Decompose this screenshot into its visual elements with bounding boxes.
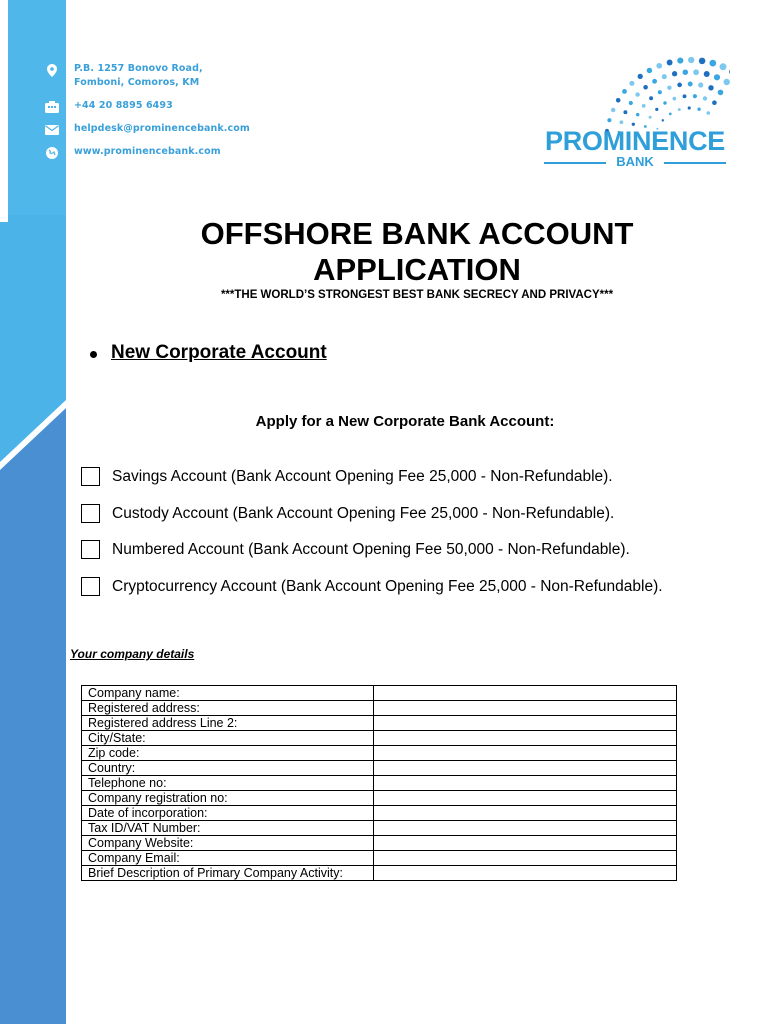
- table-row: [82, 701, 677, 716]
- table-row: [82, 821, 677, 836]
- logo-dot: [688, 82, 693, 87]
- field-input[interactable]: [374, 701, 677, 716]
- account-option-numbered[interactable]: [81, 540, 630, 559]
- account-option-custody[interactable]: [81, 504, 614, 523]
- field-input[interactable]: [374, 716, 677, 731]
- logo-dot: [636, 113, 640, 117]
- logo-dot: [708, 85, 713, 90]
- logo-dot: [720, 63, 727, 70]
- logo-dot: [709, 60, 716, 67]
- field-input[interactable]: [374, 776, 677, 791]
- logo-dot: [623, 110, 627, 114]
- logo-dot: [616, 98, 621, 103]
- phone-icon: [42, 99, 62, 115]
- field-label: Registered address Line 2:: [82, 716, 374, 731]
- logo-name: PROMINENCE: [544, 126, 725, 156]
- logo-dot: [672, 71, 677, 76]
- address-line-2: Fomboni, Comoros, KM: [74, 77, 200, 88]
- logo-dot: [643, 85, 648, 90]
- logo-dot: [704, 71, 710, 77]
- contact-address: [42, 62, 203, 90]
- section-heading-text: New Corporate Account: [111, 342, 327, 363]
- apply-heading: Apply for a New Corporate Bank Account:: [255, 413, 555, 430]
- logo-dot: [647, 68, 652, 73]
- envelope-icon: [42, 122, 62, 138]
- logo-dot: [683, 94, 687, 98]
- logo-dot: [688, 106, 691, 109]
- checkbox[interactable]: [81, 504, 100, 523]
- field-label: Company registration no:: [82, 791, 374, 806]
- field-label: Brief Description of Primary Company Activity:: [82, 866, 374, 881]
- logo-dot: [635, 92, 639, 96]
- contact-email: [42, 122, 250, 138]
- table-row: [82, 686, 677, 701]
- account-option-cryptocurrency[interactable]: [81, 577, 663, 596]
- logo-dot: [677, 83, 682, 88]
- logo-dot: [729, 68, 730, 75]
- contact-phone: [42, 99, 173, 115]
- field-input[interactable]: [374, 821, 677, 836]
- logo-rule-right: [664, 162, 726, 164]
- company-details-heading: Your company details: [70, 647, 195, 661]
- field-label: Company name:: [82, 686, 374, 701]
- logo-dot: [611, 108, 615, 112]
- table-row: [82, 746, 677, 761]
- logo-dot: [712, 100, 717, 105]
- logo-dot: [677, 58, 683, 64]
- logo-dot: [693, 94, 697, 98]
- table-row: [82, 806, 677, 821]
- logo-dot: [655, 108, 658, 111]
- table-row: [82, 761, 677, 776]
- logo-dot: [724, 79, 730, 85]
- field-label: Company Website:: [82, 836, 374, 851]
- field-label: City/State:: [82, 731, 374, 746]
- logo-dot: [662, 119, 664, 121]
- account-option-savings[interactable]: [81, 467, 613, 486]
- account-option-label: Savings Account (Bank Account Opening Fee 25,000 - Non-Refundable).: [112, 467, 613, 485]
- account-option-label: Custody Account (Bank Account Opening Fee 25,000 - Non-Refundable).: [112, 504, 615, 522]
- section-heading: [90, 342, 327, 364]
- field-label: Country:: [82, 761, 374, 776]
- field-label: Company Email:: [82, 851, 374, 866]
- logo-dot: [707, 111, 711, 115]
- logo-dot: [620, 120, 624, 124]
- logo-dot: [642, 104, 646, 108]
- page-subtitle: ***THE WORLD’S STRONGEST BEST BANK SECRECY AND PRIVACY***: [220, 289, 614, 301]
- table-row: [82, 716, 677, 731]
- logo-dot: [629, 81, 634, 86]
- table-row: [82, 851, 677, 866]
- field-input[interactable]: [374, 731, 677, 746]
- table-row: [82, 776, 677, 791]
- logo-dot: [667, 60, 673, 66]
- field-input[interactable]: [374, 851, 677, 866]
- field-label: Tax ID/VAT Number:: [82, 821, 374, 836]
- logo-dots-arc-icon: [540, 52, 730, 132]
- account-option-label: Cryptocurrency Account (Bank Account Opening Fee 25,000 - Non-Refundable).: [112, 577, 663, 595]
- email-address[interactable]: helpdesk@prominencebank.com: [74, 123, 250, 134]
- website-url[interactable]: www.prominencebank.com: [74, 146, 221, 157]
- logo-dot: [699, 58, 706, 65]
- table-row: [82, 866, 677, 881]
- logo-dot: [673, 97, 677, 101]
- logo-dot: [663, 101, 666, 104]
- logo-dot: [698, 82, 703, 87]
- globe-icon: [42, 145, 62, 161]
- logo-dot: [629, 101, 633, 105]
- field-label: Registered address:: [82, 701, 374, 716]
- logo-dot: [678, 108, 681, 111]
- logo-dot: [669, 113, 672, 116]
- logo-dot: [658, 90, 662, 94]
- phone-number: +44 20 8895 6493: [74, 100, 173, 111]
- table-row: [82, 731, 677, 746]
- table-row: [82, 791, 677, 806]
- prominence-bank-logo: [540, 52, 730, 172]
- contact-website: [42, 145, 221, 161]
- bullet-icon: [90, 351, 97, 358]
- logo-dot: [652, 79, 657, 84]
- location-pin-icon: [42, 62, 62, 78]
- logo-sub: BANK: [616, 154, 654, 169]
- checkbox[interactable]: [81, 540, 100, 559]
- logo-dot: [649, 116, 652, 119]
- logo-dot: [638, 74, 643, 79]
- checkbox[interactable]: [81, 467, 100, 486]
- logo-dot: [662, 74, 667, 79]
- field-input[interactable]: [374, 686, 677, 701]
- logo-dot: [693, 69, 699, 75]
- logo-dot: [622, 89, 627, 94]
- logo-dot: [714, 74, 720, 80]
- page-title-line-1: OFFSHORE BANK ACCOUNT: [200, 216, 634, 251]
- field-label: Telephone no:: [82, 776, 374, 791]
- page-title-line-2: APPLICATION: [313, 252, 521, 287]
- field-input[interactable]: [374, 746, 677, 761]
- logo-dot: [688, 57, 694, 63]
- logo-dot: [667, 85, 671, 89]
- field-label: Date of incorporation:: [82, 806, 374, 821]
- logo-dot: [718, 90, 724, 96]
- logo-dot: [656, 63, 662, 69]
- field-label: Zip code:: [82, 746, 374, 761]
- table-row: [82, 836, 677, 851]
- logo-dot: [697, 108, 700, 111]
- logo-dot: [649, 96, 653, 100]
- field-input[interactable]: [374, 866, 677, 881]
- checkbox[interactable]: [81, 577, 100, 596]
- logo-dot: [703, 96, 707, 100]
- field-input[interactable]: [374, 806, 677, 821]
- address-line-1: P.B. 1257 Bonovo Road,: [74, 63, 203, 74]
- account-option-label: Numbered Account (Bank Account Opening Fee 50,000 - Non-Refundable).: [112, 540, 630, 558]
- field-input[interactable]: [374, 836, 677, 851]
- company-details-table: [81, 685, 677, 881]
- field-input[interactable]: [374, 791, 677, 806]
- field-input[interactable]: [374, 761, 677, 776]
- logo-dot: [607, 118, 611, 122]
- logo-dot: [683, 69, 689, 75]
